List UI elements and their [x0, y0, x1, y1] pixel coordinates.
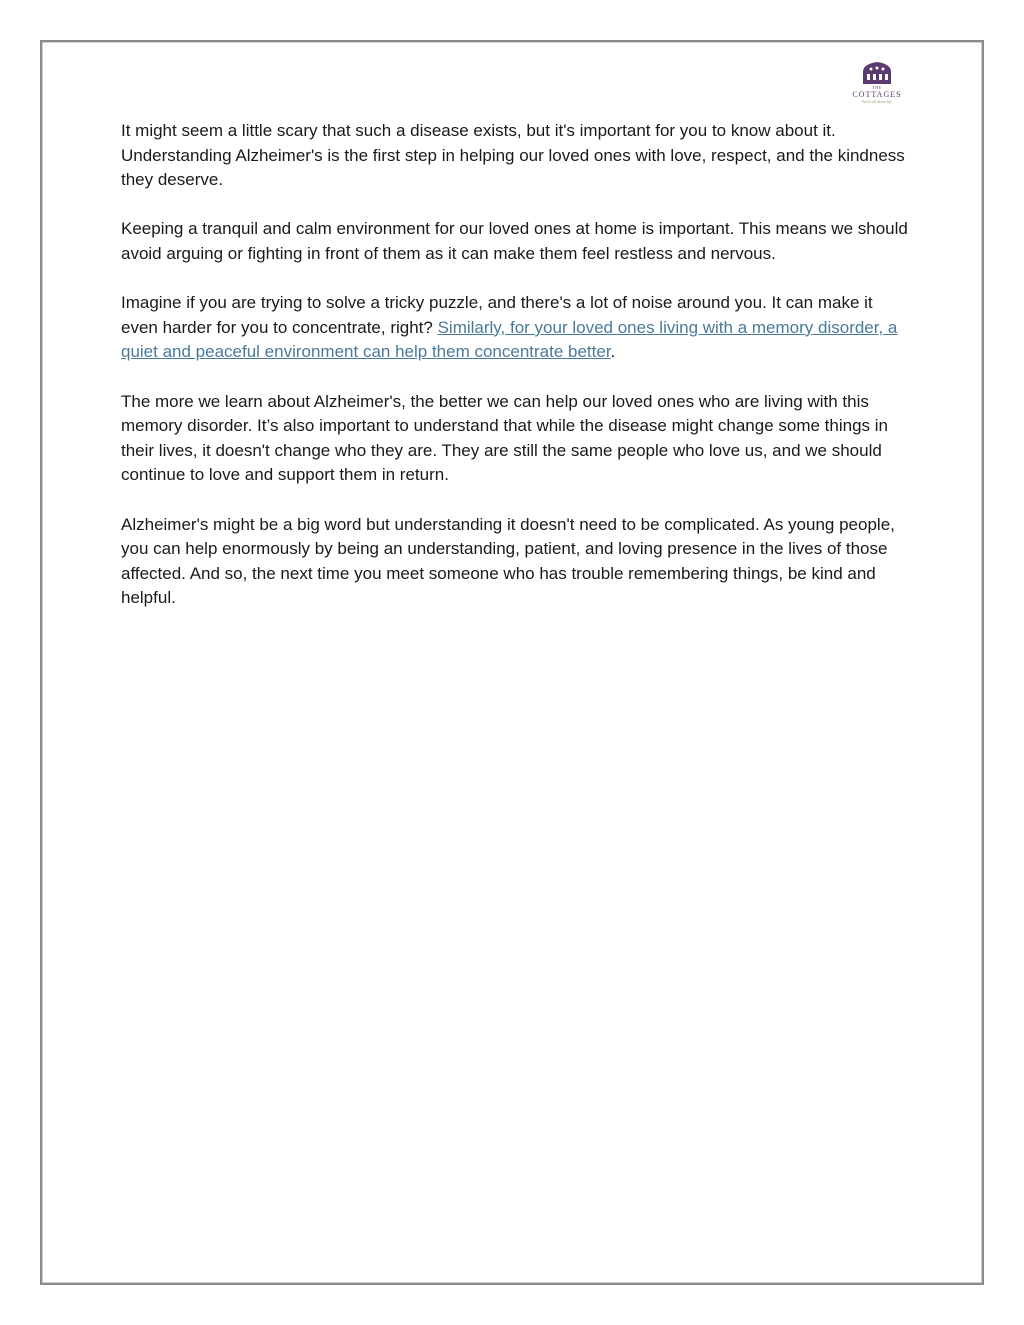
- logo-top-text: THE: [872, 85, 882, 90]
- logo-tagline: We're all about life: [861, 99, 893, 104]
- paragraph-4: The more we learn about Alzheimer's, the better we can help our loved ones who are living with this memory disorder. It’s also important to understand that while the disease might change some things in their lives, it doesn't change who they are. They are still the same people who love us, and we should continue to love and support them in return.: [121, 391, 888, 485]
- logo-name: COTTAGES: [852, 90, 902, 99]
- cottages-logo-icon: [859, 60, 895, 86]
- paragraph-5: Alzheimer's might be a big word but understanding it doesn't need to be complicated. As young people, you can help enormously by being an understanding, patient, and loving presence in the lives of those affected. And so, the next time you meet someone who has trouble remembering things, be kind and helpful.: [121, 514, 895, 608]
- document-body: [121, 119, 911, 635]
- concentration-link[interactable]: Similarly, for your loved ones living with a memory disorder, a quiet and peaceful environment can help them concentrate better: [121, 317, 898, 362]
- paragraph-3-text: Imagine if you are trying to solve a tricky puzzle, and there's a lot of noise around you. It can make it even harder for you to concentrate, right?: [121, 293, 873, 337]
- paragraph-2: Keeping a tranquil and calm environment for our loved ones at home is important. This means we should avoid arguing or fighting in front of them as it can make them feel restless and nervous.: [121, 219, 908, 263]
- cottages-logo: [846, 60, 908, 108]
- paragraph-1: It might seem a little scary that such a disease exists, but it's important for you to know about it. Understanding Alzheimer's is the first step in helping our loved ones with love, respect, and the kindness they deserve.: [121, 121, 905, 190]
- paragraph-3-end: .: [610, 342, 616, 362]
- paragraph-3: [121, 291, 911, 365]
